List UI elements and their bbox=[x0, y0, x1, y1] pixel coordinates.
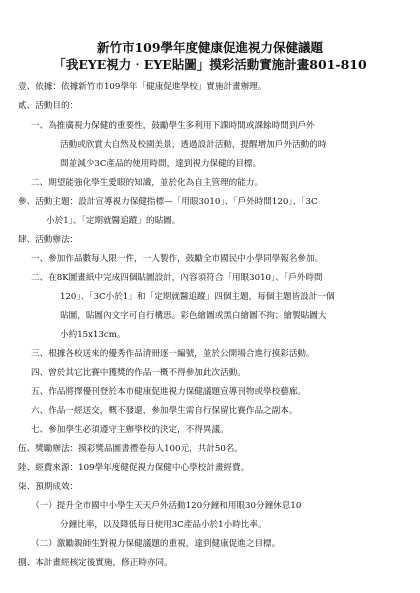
outcome-item-1-cont: 分鐘比率，以及降低每日使用3C產品小於1小時比率。 bbox=[60, 520, 267, 530]
theme-line-cont: 小於1」、「定期就醫追蹤」的貼圖。 bbox=[46, 216, 181, 226]
method-item-2: 二、在8K圖畫紙中完成四個貼圖設計，內容須符合「用眼3010」、「戶外時間 bbox=[31, 273, 323, 283]
outcome-item-2: （二）激勵親師生對視力保健議題的重視，達到健康促進之目標。 bbox=[31, 539, 281, 549]
purpose-item-2: 二、期望能強化學生愛眼的知識，並於化為自主管理的能力。 bbox=[31, 178, 264, 188]
basis-line: 壹、依據：依據新竹市109學年「健康促進學校」實施計畫辦理。 bbox=[18, 82, 267, 92]
purpose-item-1-cont: 活動或欣賞大自然及校園美景，透過設計活動，提醒增加戶外活動的時 bbox=[60, 140, 327, 150]
method-item-1: 一、參加作品數每人限一件，一人製作，鼓勵全市國民中小學同學報名參加。 bbox=[31, 254, 324, 264]
section-heading-outcomes: 柒、預期成效： bbox=[18, 482, 79, 492]
method-item-5: 五、作品將擇優刊登於本市健康促進視力保健議題宣導刊物或學校藝廊。 bbox=[31, 387, 307, 397]
approval-line: 捌、本計畫經核定後實施，修正時亦同。 bbox=[18, 558, 173, 568]
outcome-item-1: （一）提升全市國中小學生天天戶外活動120分鐘和用眼30分鐘休息10 bbox=[31, 501, 302, 511]
reward-line: 伍、獎勵辦法：摸彩獎品圖書禮卷每人100元，共計50名。 bbox=[18, 444, 243, 454]
section-heading-purpose: 貳、活動目的： bbox=[18, 101, 79, 111]
funding-line: 陸、經費來源：109學年度健促視力保健中心學校計畫經費。 bbox=[18, 463, 250, 473]
method-item-3: 三、根據各校送來的優秀作品清冊逐一編號，並於公開場合進行摸彩活動。 bbox=[31, 349, 315, 359]
method-item-7: 七、參加學生必須遵守主辦學校的決定，不得異議。 bbox=[31, 425, 229, 435]
method-item-2-cont: 120」、「3C小於1」和「定期就醫追蹤」四個主題，每個主題皆設計一個 bbox=[60, 292, 335, 302]
method-item-4: 四、曾於其它比賽中獲獎的作品一概不得參加此次活動。 bbox=[31, 368, 246, 378]
document-subtitle: 「我EYE視力‧EYE貼圖」摸彩活動實施計畫801-810 bbox=[53, 57, 367, 72]
purpose-item-1: 一、為推廣視力保健的重要性，鼓勵學生多利用下課時間或課餘時間到戶外 bbox=[31, 121, 315, 131]
theme-line: 參、活動主題：設計宣導視力保健指標—「用眼3010」、「戶外時間120」、「3C bbox=[18, 197, 318, 207]
method-item-6: 六、作品一經送交，概不發還，參加學生需自行保留比賽作品之副本。 bbox=[31, 406, 298, 416]
purpose-item-1-cont: 間並減少3C產品的使用時間，達到視力保健的目標。 bbox=[60, 159, 262, 169]
method-item-2-cont: 小約15x13cm。 bbox=[60, 330, 126, 340]
document-title: 新竹市109學年度健康促進視力保健議題 bbox=[96, 40, 324, 55]
method-item-2-cont: 貼圖，貼圖內文字可自行構思。彩色繪圖或黑白繪圖不拘；繪製貼圖大 bbox=[60, 311, 327, 321]
section-heading-method: 肆、活動辦法： bbox=[18, 235, 79, 245]
